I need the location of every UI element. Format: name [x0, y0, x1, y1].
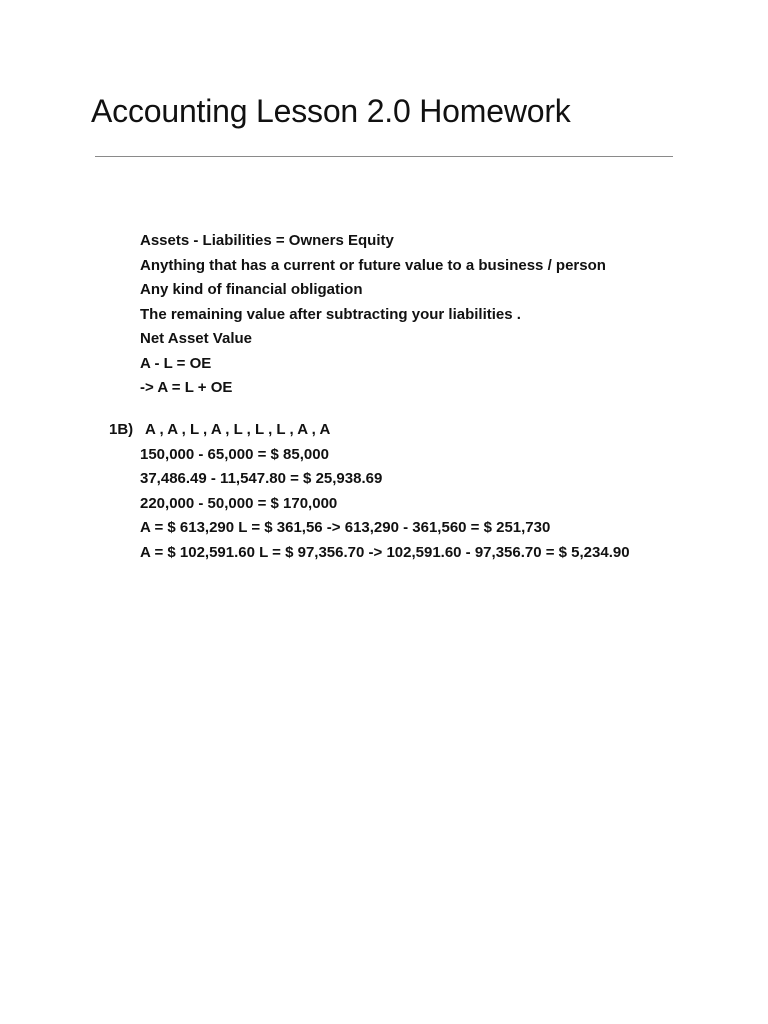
item-text: A = $ 102,591.60 L = $ 97,356.70 -> 102,591.60 - 97,356.70 = $ 5,234.90	[140, 543, 630, 561]
item-text: Anything that has a current or future value to a business / person	[140, 256, 606, 274]
item-text: Net Asset Value	[140, 330, 252, 347]
item-text: Any kind of financial obligation	[140, 281, 363, 298]
item-text: Assets - Liabilities = Owners Equity	[140, 232, 394, 249]
item-text: A , A , L , A , L , L , L , A , A	[145, 421, 331, 438]
item-text: 150,000 - 65,000 = $ 85,000	[140, 445, 329, 463]
page-title: Accounting Lesson 2.0 Homework	[91, 93, 571, 129]
item-number: 1B)	[109, 421, 134, 438]
title-divider	[95, 156, 673, 157]
item-text: The remaining value after subtracting your liabilities .	[140, 305, 521, 323]
item-text: -> A = L + OE	[140, 379, 233, 396]
item-text: 37,486.49 - 11,547.80 = $ 25,938.69	[140, 470, 383, 487]
item-text: A = $ 613,290 L = $ 361,56 -> 613,290 - 361,560 = $ 251,730	[140, 519, 551, 536]
item-text: A - L = OE	[140, 354, 212, 372]
item-text: 220,000 - 50,000 = $ 170,000	[140, 494, 338, 512]
